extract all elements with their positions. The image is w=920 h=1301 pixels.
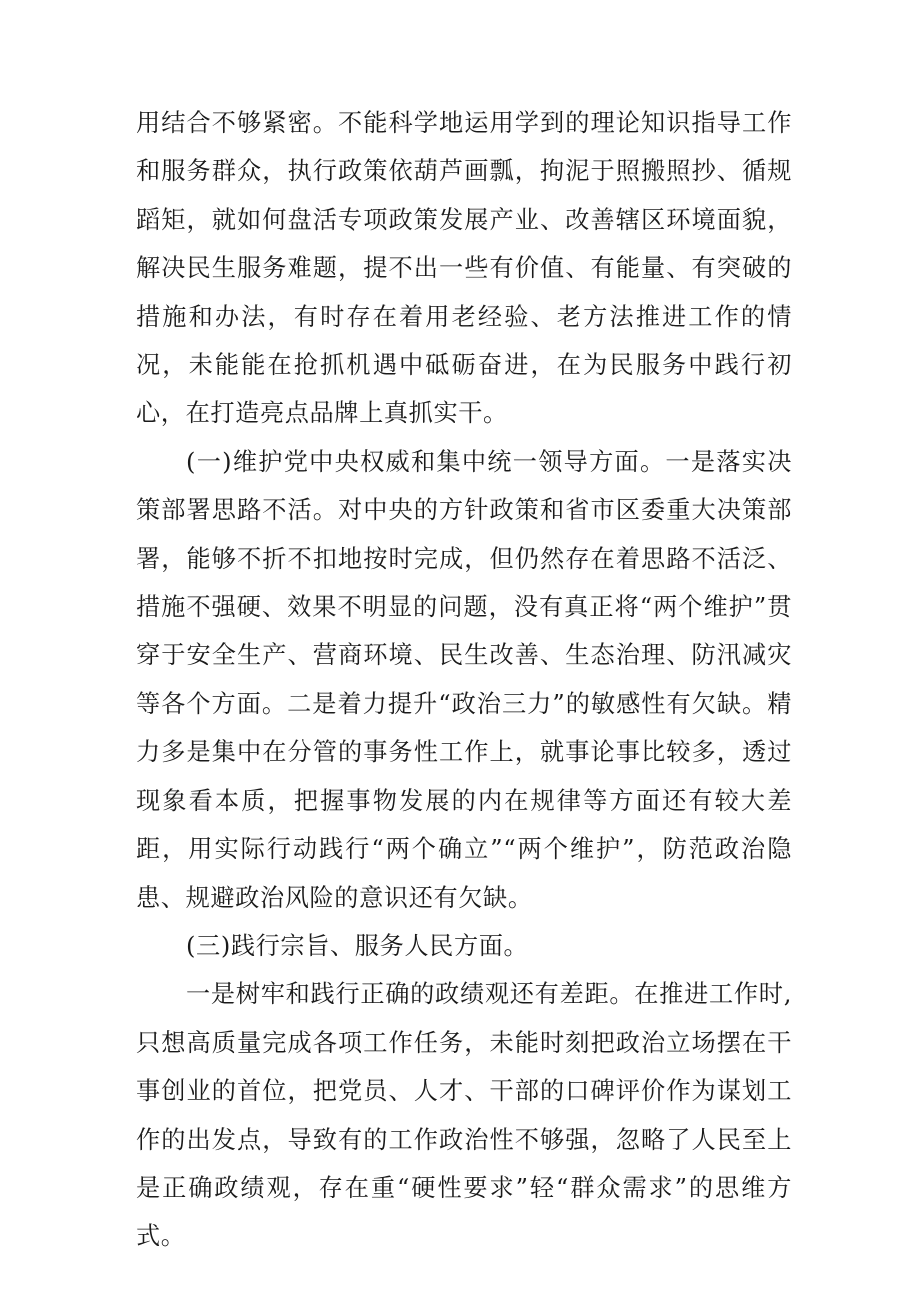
paragraph-continuation: 用结合不够紧密。不能科学地运用学到的理论知识指导工作和服务群众，执行政策依葫芦画瓢，拘泥于照搬照抄、循规蹈矩，就如何盘活专项政策发展产业、改善辖区环境面貌，解决民生服务难题，提不出一些有价值、有能量、有突破的措施和办法，有时存在着用老经验、老方法推进工作的情况，未能能在抢抓机遇中砥砺奋进，在为民服务中践行初心，在打造亮点品牌上真抓实干。 [136, 109, 792, 428]
section-heading-three: (三)践行宗旨、服务人民方面。 [186, 931, 529, 960]
paragraph-section-one: (一)维护党中央权威和集中统一领导方面。一是落实决策部署思路不活。对中央的方针政策和省市区委重大决策部署，能够不折不扣地按时完成，但仍然存在着思路不活泛、措施不强硬、效果不明显的问题，没有真正将“两个维护”贯穿于安全生产、营商环境、民生改善、生态治理、防汛减灾等各个方面。二是着力提升“政治三力”的敏感性有欠缺。精力多是集中在分管的事务性工作上，就事论事比较多，透过现象看本质，把握事物发展的内在规律等方面还有较大差距，用实际行动践行“两个确立”“两个维护”，防范政治隐患、规避政治风险的意识还有欠缺。 [136, 447, 792, 912]
document-body [136, 99, 792, 1261]
paragraph-section-three-item-one: 一是树牢和践行正确的政绩观还有差距。在推进工作时,只想高质量完成各项工作任务，未能时刻把政治立场摆在干事创业的首位，把党员、人才、干部的口碑评价作为谋划工作的出发点，导致有的工作政治性不够强，忽略了人民至上是正确政绩观，存在重“硬性要求”轻“群众需求”的思维方式。 [136, 980, 792, 1251]
